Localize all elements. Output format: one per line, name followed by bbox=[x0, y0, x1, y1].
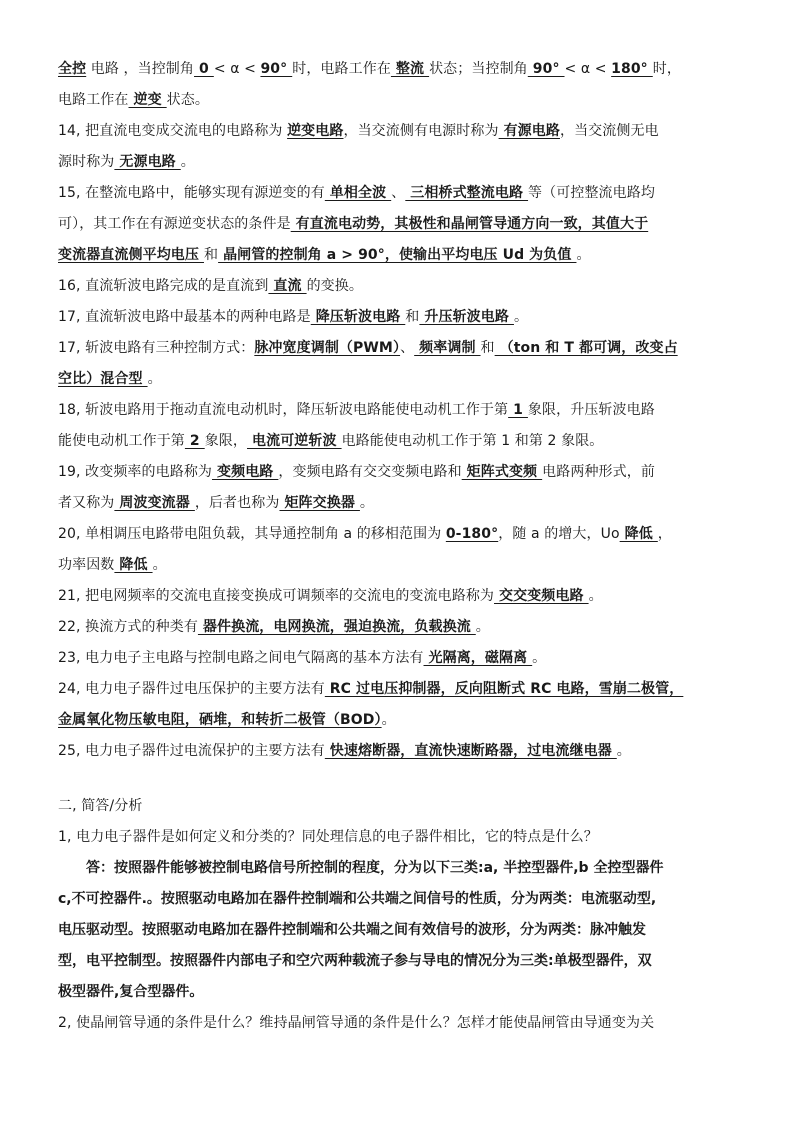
text: 16, 直流斩波电路完成的是直流到 bbox=[58, 278, 269, 294]
blank-answer: 无源电路 bbox=[114, 154, 181, 170]
text: ，当交流侧无电 bbox=[559, 123, 659, 139]
text: 时，电路工作在 bbox=[292, 61, 391, 77]
blank-answer: 电流可逆斩波 bbox=[247, 433, 342, 449]
question-20 bbox=[58, 519, 748, 550]
text: 。 bbox=[152, 557, 167, 573]
text: ，当交流侧有电源时称为 bbox=[343, 123, 499, 139]
text: 时， bbox=[652, 61, 681, 77]
text: 电路能使电动机工作于第 1 和第 2 象限。 bbox=[341, 433, 604, 449]
blank-answer: RC 过电压抑制器，反向阻断式 RC 电路，雪崩二极管， bbox=[324, 681, 684, 697]
blank-answer: 金属氧化物压敏电阻，硒堆，和转折二极管（BOD） bbox=[58, 712, 382, 728]
text: ，随 a 的增大，Uo bbox=[498, 526, 620, 542]
text: 象限， bbox=[204, 433, 248, 449]
text: 等（可控整流电路均 bbox=[528, 185, 655, 201]
question-15 bbox=[58, 178, 748, 209]
text: 15, 在整流电路中，能够实现有源逆变的有 bbox=[58, 185, 325, 201]
answer-1-line-2: c,不可控器件.。按照驱动电路加在器件控制端和公共端之间信号的性质，分为两类：电流驱动型, bbox=[58, 891, 657, 907]
blank-answer: 空比）混合型 bbox=[58, 371, 148, 387]
text: < α < bbox=[564, 61, 612, 77]
text: 状态；当控制角 bbox=[429, 61, 528, 77]
question-25 bbox=[58, 736, 748, 767]
blank-answer: 有直流电动势，其极性和晶闸管导通方向一致，其值大于 bbox=[290, 216, 649, 232]
question-17b bbox=[58, 333, 748, 364]
blank-answer: 降低 bbox=[114, 557, 153, 573]
blank-answer: 90° bbox=[260, 61, 293, 77]
text: 和 bbox=[480, 340, 495, 356]
text: 功率因数 bbox=[58, 557, 115, 573]
blank-answer: 脉冲宽度调制（PWM） bbox=[254, 340, 401, 356]
blank-answer: 矩阵交换器 bbox=[279, 495, 360, 511]
blank-answer: 矩阵式变频 bbox=[461, 464, 543, 480]
text: 17, 直流斩波电路中最基本的两种电路是 bbox=[58, 309, 311, 325]
blank-answer: 晶闸管的控制角 a > 90°，使输出平均电压 Ud 为负值 bbox=[218, 247, 577, 263]
blank-answer: 逆变 bbox=[128, 92, 167, 108]
answer-1-line-1: 答：按照器件能够被控制电路信号所控制的程度，分为以下三类:a, 半控型器件,b 全控型器件 bbox=[86, 860, 664, 876]
text: 、 bbox=[400, 340, 415, 356]
blank-answer: 交交变频电路 bbox=[494, 588, 589, 604]
text: 。 bbox=[616, 743, 631, 759]
question-14-cont bbox=[58, 147, 748, 178]
text: 。 bbox=[513, 309, 529, 325]
question-22 bbox=[58, 612, 748, 643]
short-question-2: 2, 使晶闸管导通的条件是什么？维持晶闸管导通的条件是什么？怎样才能使晶闸管由导通变为关 bbox=[58, 1015, 655, 1031]
blank-answer: 快速熔断器，直流快速断路器，过电流继电器 bbox=[324, 743, 617, 759]
question-23 bbox=[58, 643, 748, 674]
blank-answer: 90° bbox=[527, 61, 565, 77]
text: 和 bbox=[405, 309, 420, 325]
question-16 bbox=[58, 271, 748, 302]
text: < α < bbox=[213, 61, 261, 77]
answer-1-line-5: 极型器件,复合型器件。 bbox=[58, 984, 204, 1000]
question-24-cont bbox=[58, 705, 748, 736]
question-17 bbox=[58, 302, 748, 333]
text: 24, 电力电子器件过电压保护的主要方法有 bbox=[58, 681, 325, 697]
text: 18, 斩波电路用于拖动直流电动机时，降压斩波电路能使电动机工作于第 bbox=[58, 402, 509, 418]
text: 21, 把电网频率的交流电直接变换成可调频率的交流电的变流电路称为 bbox=[58, 588, 495, 604]
line-control-angle-cont bbox=[58, 85, 748, 116]
text: 19, 改变频率的电路称为 bbox=[58, 464, 213, 480]
blank-answer: 器件换流，电网换流，强迫换流，负载换流 bbox=[197, 619, 476, 635]
blank-answer: 变频电路 bbox=[212, 464, 279, 480]
text: 象限，升压斩波电路 bbox=[527, 402, 655, 418]
text: 20, 单相调压电路带电阻负载，其导通控制角 a 的移相范围为 bbox=[58, 526, 446, 542]
text: ，后者也称为 bbox=[194, 495, 280, 511]
blank-answer: （ton 和 T 都可调，改变占 bbox=[494, 340, 678, 356]
blank-answer: 2 bbox=[184, 433, 205, 449]
question-21 bbox=[58, 581, 748, 612]
blank-answer: 单相全波 bbox=[324, 185, 392, 201]
text: 电路两种形式，前 bbox=[542, 464, 655, 480]
line-control-angle bbox=[58, 54, 748, 85]
blank-answer: 频率调制 bbox=[414, 340, 481, 356]
text: 。 bbox=[180, 154, 195, 170]
text: 14, 把直流电变成交流电的电路称为 bbox=[58, 123, 288, 139]
text: 者又称为 bbox=[58, 495, 115, 511]
blank-answer: 降低 bbox=[619, 526, 658, 542]
answer-1-line-3: 电压驱动型。按照驱动电路加在器件控制端和公共端之间有效信号的波形，分为两类：脉冲触发 bbox=[58, 922, 646, 938]
document-page bbox=[58, 54, 748, 1039]
text: 能使电动机工作于第 bbox=[58, 433, 185, 449]
spacer bbox=[58, 767, 748, 791]
text: 。 bbox=[475, 619, 490, 635]
blank-answer: 1 bbox=[508, 402, 528, 418]
blank-answer: 周波变流器 bbox=[114, 495, 195, 511]
text: 状态。 bbox=[166, 92, 209, 108]
blank-answer: 降压斩波电路 bbox=[310, 309, 406, 325]
blank-answer: 逆变电路 bbox=[287, 123, 344, 139]
text: 。 bbox=[588, 588, 603, 604]
short-question-1: 1, 电力电子器件是如何定义和分类的？同处理信息的电子器件相比，它的特点是什么？ bbox=[58, 829, 598, 845]
blank-answer: 0 bbox=[194, 61, 214, 77]
text: 25, 电力电子器件过电流保护的主要方法有 bbox=[58, 743, 325, 759]
text: 。 bbox=[381, 712, 396, 728]
blank-answer: 变流器直流侧平均电压 bbox=[58, 247, 204, 263]
question-15-cont bbox=[58, 209, 748, 240]
text: ，变频电路有交交变频电路和 bbox=[278, 464, 462, 480]
text: 。 bbox=[576, 247, 591, 263]
text: ， bbox=[657, 526, 672, 542]
text: 源时称为 bbox=[58, 154, 115, 170]
text: 可），其工作在有源逆变状态的条件是 bbox=[58, 216, 291, 232]
text: 、 bbox=[391, 185, 406, 201]
blank-answer: 有源电路 bbox=[498, 123, 560, 139]
blank-answer: 180° bbox=[611, 61, 653, 77]
text: 的变换。 bbox=[306, 278, 363, 294]
text: 23, 电力电子主电路与控制电路之间电气隔离的基本方法有 bbox=[58, 650, 424, 666]
blank-answer: 升压斩波电路 bbox=[419, 309, 514, 325]
question-17b-cont bbox=[58, 364, 748, 395]
text: 。 bbox=[147, 371, 162, 387]
blank-answer: 三相桥式整流电路 bbox=[405, 185, 529, 201]
question-14 bbox=[58, 116, 748, 147]
text: 电路 ，当控制角 bbox=[86, 61, 195, 77]
answer-1-line-4: 型，电平控制型。按照器件内部电子和空穴两种载流子参与导电的情况分为三类:单极型器件，双 bbox=[58, 953, 652, 969]
text: 电路工作在 bbox=[58, 92, 129, 108]
question-19-cont bbox=[58, 488, 748, 519]
question-19 bbox=[58, 457, 748, 488]
blank-answer: 全控 bbox=[58, 61, 87, 77]
text: 22, 换流方式的种类有 bbox=[58, 619, 198, 635]
question-20-cont bbox=[58, 550, 748, 581]
blank-answer: 直流 bbox=[268, 278, 307, 294]
text: 17, 斩波电路有三种控制方式： bbox=[58, 340, 255, 356]
question-18 bbox=[58, 395, 748, 426]
text: 。 bbox=[532, 650, 547, 666]
section-heading: 二, 简答/分析 bbox=[58, 798, 143, 814]
blank-answer: 整流 bbox=[390, 61, 430, 77]
question-15-cont2 bbox=[58, 240, 748, 271]
blank-answer: 光隔离，磁隔离 bbox=[423, 650, 533, 666]
question-18-cont bbox=[58, 426, 748, 457]
question-24 bbox=[58, 674, 748, 705]
text: 和 bbox=[203, 247, 219, 263]
blank-answer: 0-180° bbox=[445, 526, 499, 542]
text: 。 bbox=[359, 495, 375, 511]
